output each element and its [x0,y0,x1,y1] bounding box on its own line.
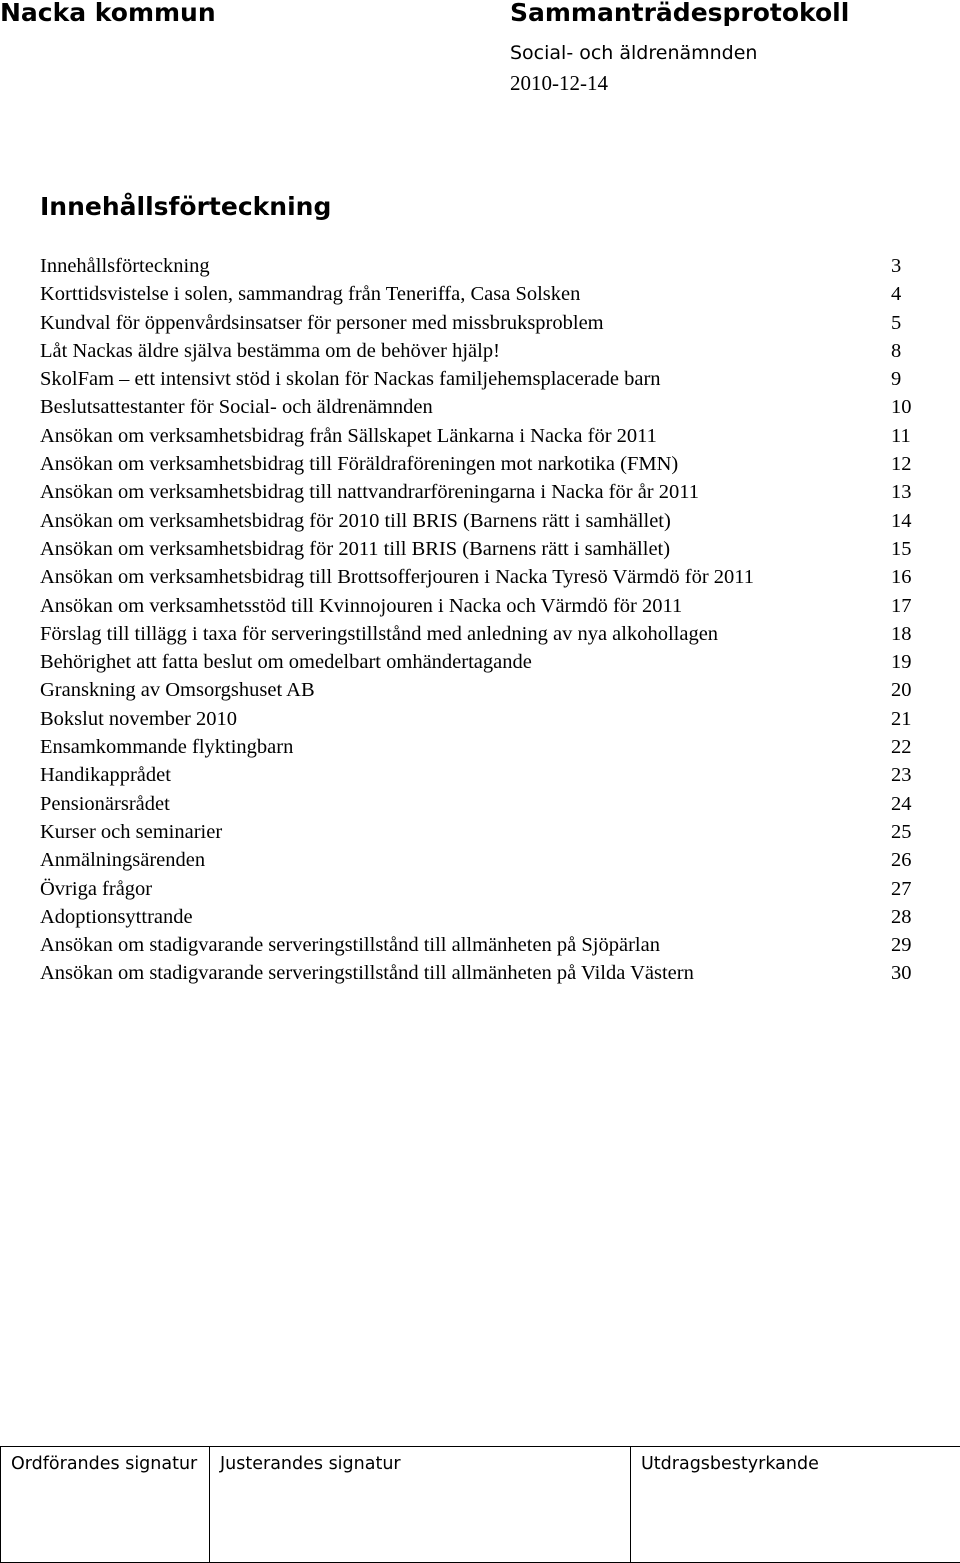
signature-footer [0,1446,960,1563]
toc-entry-title: Korttidsvistelse i solen, sammandrag från Teneriffa, Casa Solsken [40,283,581,306]
toc-entry[interactable] [40,648,920,676]
toc-entry-page-number: 30 [891,962,912,985]
toc-entry-page-number: 26 [891,849,912,872]
toc-entry-page-number: 17 [891,594,912,617]
toc-entry-page-number: 24 [891,792,912,815]
toc-entry-page-number: 4 [891,283,902,306]
toc-entry-page-number: 11 [891,424,911,447]
toc-entry[interactable] [40,280,920,308]
toc-entry-title: Ensamkommande flyktingbarn [40,736,294,759]
toc-entry-page-number: 12 [891,453,912,476]
toc-entry[interactable] [40,676,920,704]
toc-entry-title: Anmälningsärenden [40,849,206,872]
toc-entry-page-number: 22 [891,736,912,759]
toc-entry-page-number: 14 [891,509,912,532]
toc-entry-title: Ansökan om verksamhetsbidrag för 2010 till BRIS (Barnens rätt i samhället) [40,509,671,532]
organization-name: Nacka kommun [0,0,216,27]
toc-entry[interactable] [40,592,920,620]
committee-name: Social- och äldrenämnden [510,42,758,64]
certified-extract-field[interactable] [631,1447,960,1563]
toc-entry[interactable] [40,337,920,365]
toc-entry[interactable] [40,846,920,874]
toc-entry[interactable] [40,422,920,450]
toc-entry[interactable] [40,365,920,393]
document-type: Sammanträdesprotokoll [510,0,850,27]
toc-entry-page-number: 5 [891,311,902,334]
toc-entry-title: Behörighet att fatta beslut om omedelbart omhändertagande [40,651,532,674]
toc-entry[interactable] [40,959,920,987]
toc-entry[interactable] [40,393,920,421]
toc-entry[interactable] [40,818,920,846]
toc-entry-title: Innehållsförteckning [40,255,210,277]
toc-entry[interactable] [40,790,920,818]
toc-entry[interactable] [40,761,920,789]
toc-entry-page-number: 27 [891,877,912,900]
toc-entry-page-number: 21 [891,707,912,730]
toc-entry-title: Ansökan om verksamhetsbidrag från Sällskapet Länkarna i Nacka för 2011 [40,424,657,447]
toc-entry-title: Övriga frågor [40,877,153,900]
toc-entry-page-number: 19 [891,651,912,674]
toc-entry-title: Handikapprådet [40,764,171,787]
toc-entry-page-number: 3 [891,255,902,277]
adjuster-signature-field[interactable] [210,1447,631,1563]
toc-entry-title: Ansökan om stadigvarande serveringstillstånd till allmänheten på Sjöpärlan [40,934,660,957]
toc-entry[interactable] [40,478,920,506]
toc-entry[interactable] [40,535,920,563]
toc-entry-title: Ansökan om verksamhetsbidrag till Föräldraföreningen mot narkotika (FMN) [40,453,679,476]
toc-entry-page-number: 23 [891,764,912,787]
toc-entry-page-number: 20 [891,679,912,702]
meeting-date: 2010-12-14 [510,71,608,95]
toc-entry-title: Låt Nackas äldre själva bestämma om de behöver hjälp! [40,339,500,362]
certified-extract-label: Utdragsbestyrkande [641,1454,819,1474]
toc-entry-title: Ansökan om verksamhetsbidrag för 2011 till BRIS (Barnens rätt i samhället) [40,537,671,560]
toc-entry-page-number: 18 [891,622,912,645]
toc-entry-title: Ansökan om verksamhetsbidrag till nattvandrarföreningarna i Nacka för år 2011 [40,481,700,504]
toc-entry-title: Förslag till tillägg i taxa för serveringstillstånd med anledning av nya alkohollagen [40,622,719,645]
toc-entry-title: SkolFam – ett intensivt stöd i skolan för Nackas familjehemsplacerade barn [40,368,661,391]
toc-entry[interactable] [40,733,920,761]
toc-entry[interactable] [40,705,920,733]
toc-entry-title: Ansökan om stadigvarande serveringstillstånd till allmänheten på Vilda Västern [40,962,694,985]
toc-entry-title: Granskning av Omsorgshuset AB [40,679,315,702]
toc-entry-title: Ansökan om verksamhetsstöd till Kvinnojouren i Nacka och Värmdö för 2011 [40,594,683,617]
toc-entry-title: Kundval för öppenvårdsinsatser för personer med missbruksproblem [40,311,604,334]
toc-entry-page-number: 10 [891,396,912,419]
adjuster-signature-label: Justerandes signatur [220,1454,401,1474]
toc-entry[interactable] [40,931,920,959]
toc-entry-page-number: 16 [891,566,912,589]
chair-signature-field[interactable] [1,1447,210,1563]
toc-entry[interactable] [40,309,920,337]
toc-entry[interactable] [40,507,920,535]
toc-entry-page-number: 25 [891,820,912,843]
toc-entry[interactable] [40,875,920,903]
toc-entry[interactable] [40,620,920,648]
toc-entry-page-number: 13 [891,481,912,504]
toc-entry-page-number: 15 [891,537,912,560]
toc-entry[interactable] [40,903,920,931]
toc-entry[interactable] [40,450,920,478]
toc-heading: Innehållsförteckning [40,192,332,221]
toc-entry[interactable] [40,563,920,591]
toc-entry-title: Adoptionsyttrande [40,905,193,928]
toc-entry-page-number: 29 [891,934,912,957]
toc-entry-page-number: 9 [891,368,902,391]
toc-entry-title: Kurser och seminarier [40,820,223,843]
toc-entry-title: Beslutsattestanter för Social- och äldrenämnden [40,396,433,419]
table-of-contents [40,252,920,988]
toc-entry-title: Pensionärsrådet [40,792,170,815]
chair-signature-label: Ordförandes signatur [11,1454,198,1474]
toc-entry-title: Bokslut november 2010 [40,707,238,730]
toc-entry[interactable] [40,252,920,280]
toc-entry-page-number: 8 [891,339,902,362]
toc-entry-page-number: 28 [891,905,912,928]
toc-entry-title: Ansökan om verksamhetsbidrag till Brottsofferjouren i Nacka Tyresö Värmdö för 2011 [40,566,755,589]
